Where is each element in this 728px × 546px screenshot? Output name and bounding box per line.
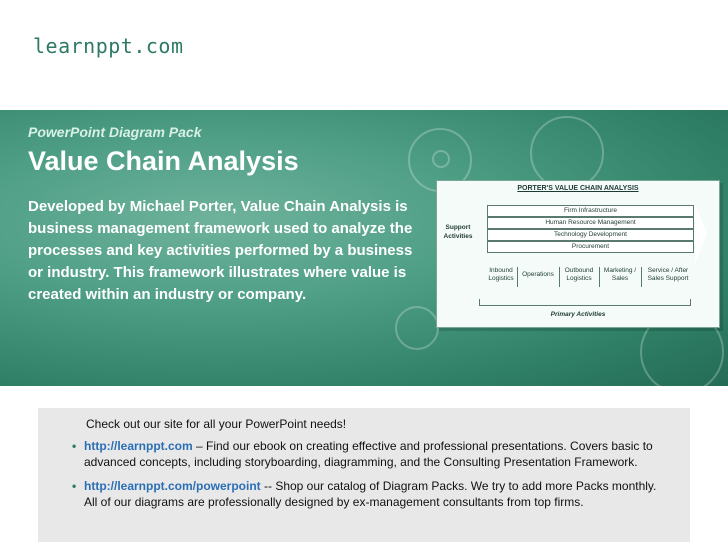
support-label: Support Activities: [443, 224, 473, 240]
divider: [517, 267, 518, 287]
hero-band: [0, 110, 728, 386]
info-box: [38, 408, 690, 542]
decorative-circle: [432, 150, 450, 168]
decorative-circle: [395, 306, 439, 350]
pack-label: PowerPoint Diagram Pack: [28, 124, 202, 140]
divider: [641, 267, 642, 287]
primary-label: Primary Activities: [550, 311, 606, 318]
divider: [599, 267, 600, 287]
bullet-text: – Find our ebook on creating effective and professional presentations. Covers basic to advanced concepts, including storyboarding, diagramming, and the Consulting Presentation Framework.: [84, 439, 653, 469]
primary-brace: [479, 299, 691, 306]
decorative-circle: [530, 116, 604, 190]
list-item: [72, 478, 672, 510]
powerpoint-link[interactable]: http://learnppt.com/powerpoint: [84, 479, 261, 493]
support-activity: Technology Development: [487, 229, 694, 241]
list-item: [72, 438, 672, 470]
chain-arrow-icon: [695, 203, 707, 263]
support-activity: Firm Infrastructure: [487, 205, 694, 217]
primary-activity: Outbound Logistics: [564, 267, 594, 282]
footer: [0, 386, 728, 546]
primary-activity: Marketing / Sales: [603, 267, 637, 282]
link-list: [72, 438, 672, 518]
page-title: Value Chain Analysis: [28, 146, 299, 176]
site-logo[interactable]: learnppt.com: [33, 34, 184, 58]
support-activity: Procurement: [487, 241, 694, 253]
value-chain-diagram: [436, 180, 720, 328]
bullet-text: -- Shop our catalog of Diagram Packs. We try to add more Packs monthly. All of our diagrams are professionally designed by ex-management consultants from top firms.: [84, 479, 657, 509]
description: Developed by Michael Porter, Value Chain Analysis is business management framework used to analyze the processes and key activities performed by a business or industry. This framework illustrates where value is created within an industry or company.: [28, 198, 413, 303]
intro-text: Check out our site for all your PowerPoint needs!: [86, 417, 347, 431]
primary-activity: Inbound Logistics: [488, 267, 514, 282]
header: [0, 0, 728, 110]
learnppt-link[interactable]: http://learnppt.com: [84, 439, 193, 453]
primary-activity: Service / After Sales Support: [647, 267, 689, 282]
divider: [559, 267, 560, 287]
bullet-icon: •: [72, 479, 77, 493]
primary-activity: Operations: [522, 271, 554, 278]
diagram-title: PORTER'S VALUE CHAIN ANALYSIS: [517, 185, 639, 192]
bullet-icon: •: [72, 439, 77, 453]
support-activity: Human Resource Management: [487, 217, 694, 229]
